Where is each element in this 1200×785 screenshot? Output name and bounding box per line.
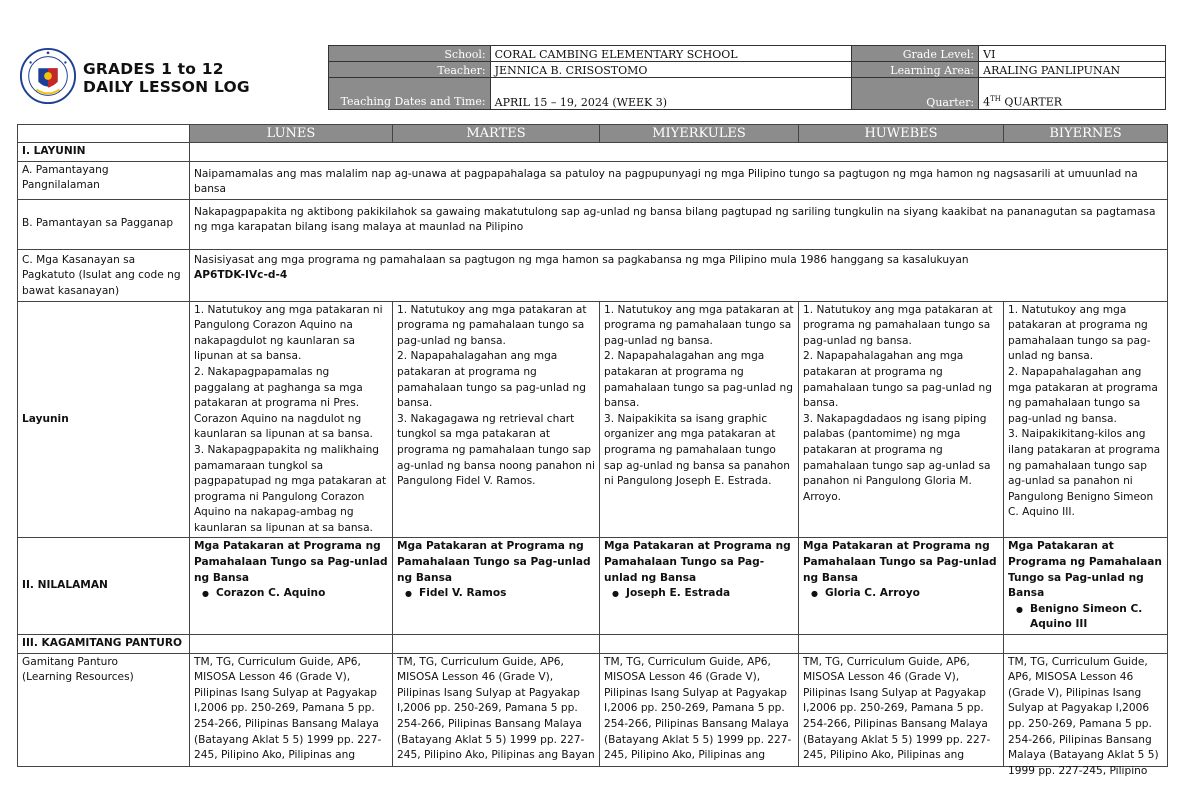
resources-miyerkules (600, 653, 799, 766)
resources-huwebes (799, 653, 1004, 766)
nilalaman-miyerkules (600, 538, 799, 635)
teacher-label: Teacher: (329, 62, 491, 78)
nilalaman-title: Mga Patakaran at Programa ng Pamahalaan Tungo sa Pag-unlad ng Bansa (194, 540, 388, 584)
day-header-huwebes: HUWEBES (799, 125, 1004, 143)
section-row-kagamitan (18, 635, 1168, 654)
quarter-number: 4 (983, 96, 991, 109)
daily-lesson-table (17, 124, 1168, 777)
resources-lunes (190, 653, 393, 766)
quarter-label: Quarter: (852, 78, 979, 110)
nilalaman-bullet: ● Gloria C. Arroyo (803, 586, 999, 602)
quarter-value (979, 78, 1166, 110)
nilalaman-bullet: ● Corazon C. Aquino (194, 586, 388, 602)
day-header-miyerkules: MIYERKULES (600, 125, 799, 143)
kagamitan-blank-1 (190, 635, 393, 654)
day-header-biyernes: BIYERNES (1004, 125, 1168, 143)
section-layunin-blank (190, 143, 1168, 162)
row-gamitang-panturo (18, 653, 1168, 766)
objectives-huwebes: 1. Natutukoy ang mga patakaran at programa ng pamahalaan tungo sa pag-unlad ng bansa. 2. Napapahalagahan ang mga patakaran at programa ng pamahalaan tungo sa pag-unlad ng bansa. 3. Nakapagdadaos ng isang piping palabas (pantomime) ng mga patakaran at programa ng pamahalaan tungo sap ag-unlad sa panahon ni Pangulong Gloria M. Arroyo. (799, 301, 1004, 538)
day-header-blank (18, 125, 190, 143)
day-header-lunes: LUNES (190, 125, 393, 143)
day-header-martes: MARTES (393, 125, 600, 143)
quarter-suffix: TH (990, 95, 1001, 104)
section-layunin: I. LAYUNIN (18, 143, 190, 162)
text-pamantayang-pangnilalaman: Naipamamalas ang mas malalim nap ag-unawa at pagpapahalaga sa patuloy na pagpupunyagi ng mga Pilipino tungo sa pagtugon ng mga hamon ng nagsasarili at umuunlad na bansa (190, 161, 1168, 199)
section-row-layunin (18, 143, 1168, 162)
nilalaman-title: Mga Patakaran at Programa ng Pamahalaan Tungo sa Pag-unlad ng Bansa (803, 540, 997, 584)
resources-martes (393, 653, 600, 766)
objectives-martes: 1. Natutukoy ang mga patakaran at programa ng pamahalaan tungo sa pag-unlad ng bansa. 2. Napapahalagahan ang mga patakaran at programa ng pamahalaan tungo sa pag-unlad ng bansa. 3. Nakagagawa ng retrieval chart tungkol sa mga patakaran at programa ng pamahalaan tungo sap ag-unlad ng bansa noong panahon ni Pangulong Fidel V. Ramos. (393, 301, 600, 538)
title-line-1: GRADES 1 to 12 (83, 60, 224, 78)
row-nilalaman (18, 538, 1168, 635)
resources-text: TM, TG, Curriculum Guide, AP6, MISOSA Lesson 46 (Grade V), Pilipinas Isang Sulyap at Pagyakap I,2006 pp. 250-269, Pamana 5 pp. 254-266, Pilipinas Bansang Malaya (Batayang Aklat 5 5) 1999 pp. 227-245, Pilipino (1008, 655, 1159, 777)
objectives-biyernes: 1. Natutukoy ang mga patakaran at programa ng pamahalaan tungo sa pag-unlad ng bansa. 2. Napapahalagahan ang mga patakaran at programa ng pamahalaan tungo sa pag-unlad ng bansa. 3. Naipakikitang-kilos ang ilang patakaran at programa ng pamahalaan tungo sap ag-unlad sa panahon ni Pangulong Benigno Simeon C. Aquino III. (1004, 301, 1168, 538)
nilalaman-title: Mga Patakaran at Programa ng Pamahalaan Tungo sa Pag-unlad ng Bansa (397, 540, 591, 584)
text-mga-kasanayan (190, 249, 1168, 301)
kagamitan-blank-3 (600, 635, 799, 654)
grade-level-label: Grade Level: (852, 46, 979, 62)
grade-level-value: VI (979, 46, 1166, 62)
deped-seal-icon (19, 47, 77, 105)
nilalaman-bullet: ● Fidel V. Ramos (397, 586, 595, 602)
objectives-lunes: 1. Natutukoy ang mga patakaran ni Pangulong Corazon Aquino na nakapagdulot ng kaunlaran sa lipunan at sa bansa. 2. Nakapagpapamalas ng paggalang at paghanga sa mga patakaran at programa ni Pres. Corazon Aquino na nagdulot ng kaunlaran sa lipunan at sa bansa. 3. Nakapagpapakita ng malikhaing pamamaraan tungkol sa pagpapatupad ng mga patakaran at programa ni Pangulong Corazon Aquino na nakapag-ambag ng kaunlaran sa lipunan at sa bansa. (190, 301, 393, 538)
nilalaman-martes (393, 538, 600, 635)
kasanayan-description: Nasisiyasat ang mga programa ng pamahalaan sa pagtugon ng mga hamon sa pagkabansa ng mga Pilipino mula 1986 hanggang sa kasalukuyan (194, 253, 969, 266)
teaching-dates-label: Teaching Dates and Time: (329, 78, 491, 110)
resources-text: TM, TG, Curriculum Guide, AP6, MISOSA Lesson 46 (Grade V), Pilipinas Isang Sulyap at Pagyakap I,2006 pp. 250-269, Pamana 5 pp. 254-266, Pilipinas Bansang Malaya (Batayang Aklat 5 5) 1999 pp. 227-245, Pilipino Ako, Pilipinas ang (803, 655, 991, 762)
kagamitan-blank-2 (393, 635, 600, 654)
row-pamantayan-sa-pagganap (18, 199, 1168, 249)
kagamitan-blank-4 (799, 635, 1004, 654)
row-pamantayang-pangnilalaman (18, 161, 1168, 199)
learning-area-label: Learning Area: (852, 62, 979, 78)
resources-text: TM, TG, Curriculum Guide, AP6, MISOSA Lesson 46 (Grade V), Pilipinas Isang Sulyap at Pagyakap I,2006 pp. 250-269, Pamana 5 pp. 254-266, Pilipinas Bansang Malaya (Batayang Aklat 5 5) 1999 pp. 227-245, Pilipino Ako, Pilipinas ang (194, 655, 382, 762)
label-layunin: Layunin (18, 301, 190, 538)
school-value: CORAL CAMBING ELEMENTARY SCHOOL (490, 46, 852, 62)
learning-area-value: ARALING PANLIPUNAN (979, 62, 1166, 78)
lesson-log-header (17, 45, 1166, 109)
nilalaman-huwebes (799, 538, 1004, 635)
kasanayan-code: AP6TDK-IVc-d-4 (194, 269, 288, 282)
row-mga-kasanayan (18, 249, 1168, 301)
kagamitan-blank-5 (1004, 635, 1168, 654)
document-title (83, 60, 250, 96)
label-nilalaman: II. NILALAMAN (18, 538, 190, 635)
nilalaman-title: Mga Patakaran at Programa ng Pamahalaan Tungo sa Pag-unlad ng Bansa (604, 540, 791, 584)
nilalaman-title: Mga Patakaran at Programa ng Pamahalaan Tungo sa Pag-unlad ng Bansa (1008, 540, 1162, 600)
school-label: School: (329, 46, 491, 62)
nilalaman-bullet: ● Joseph E. Estrada (604, 586, 794, 602)
title-line-2: DAILY LESSON LOG (83, 78, 250, 96)
nilalaman-bullet: ● Benigno Simeon C. Aquino III (1008, 602, 1163, 633)
teaching-dates-value: APRIL 15 – 19, 2024 (WEEK 3) (490, 78, 852, 110)
objectives-miyerkules: 1. Natutukoy ang mga patakaran at programa ng pamahalaan tungo sa pag-unlad ng bansa. 2. Napapahalagahan ang mga patakaran at programa ng pamahalaan tungo sa pag-unlad ng bansa. 3. Naipakikita sa isang graphic organizer ang mga patakaran at programa ng pamahalaan tungo sap ag-unlad ng bansa sa panahon ni Pangulong Joseph E. Estrada. (600, 301, 799, 538)
row-layunin-objectives (18, 301, 1168, 538)
nilalaman-biyernes (1004, 538, 1168, 635)
text-pamantayan-sa-pagganap: Nakapagpapakita ng aktibong pakikilahok sa gawaing makatutulong sap ag-unlad ng bansa bilang pagtupad ng sariling tungkulin na siyang kaakibat na pananagutan sa pagtamasa ng mga karapatan bilang isang malaya at maunlad na Pilipino (190, 199, 1168, 249)
label-mga-kasanayan: C. Mga Kasanayan sa Pagkatuto (Isulat ang code ng bawat kasanayan) (18, 249, 190, 301)
label-gamitang-panturo: Gamitang Panturo (Learning Resources) (18, 653, 190, 766)
label-pamantayan-sa-pagganap: B. Pamantayan sa Pagganap (18, 199, 190, 249)
resources-biyernes (1004, 653, 1168, 777)
resources-text: TM, TG, Curriculum Guide, AP6, MISOSA Lesson 46 (Grade V), Pilipinas Isang Sulyap at Pagyakap I,2006 pp. 250-269, Pamana 5 pp. 254-266, Pilipinas Bansang Malaya (Batayang Aklat 5 5) 1999 pp. 227-245, Pilipino Ako, Pilipinas ang (604, 655, 792, 762)
section-kagamitang-panturo: III. KAGAMITANG PANTURO (18, 635, 190, 654)
day-header-row (18, 125, 1168, 143)
resources-text: TM, TG, Curriculum Guide, AP6, MISOSA Lesson 46 (Grade V), Pilipinas Isang Sulyap at Pagyakap I,2006 pp. 250-269, Pamana 5 pp. 254-266, Pilipinas Bansang Malaya (Batayang Aklat 5 5) 1999 pp. 227-245, Pilipino Ako, Pilipinas ang Bayan (397, 655, 595, 762)
label-pamantayang-pangnilalaman: A. Pamantayang Pangnilalaman (18, 161, 190, 199)
quarter-word: QUARTER (1004, 96, 1063, 109)
school-info-table (328, 45, 1166, 110)
nilalaman-lunes (190, 538, 393, 635)
teacher-value: JENNICA B. CRISOSTOMO (490, 62, 852, 78)
